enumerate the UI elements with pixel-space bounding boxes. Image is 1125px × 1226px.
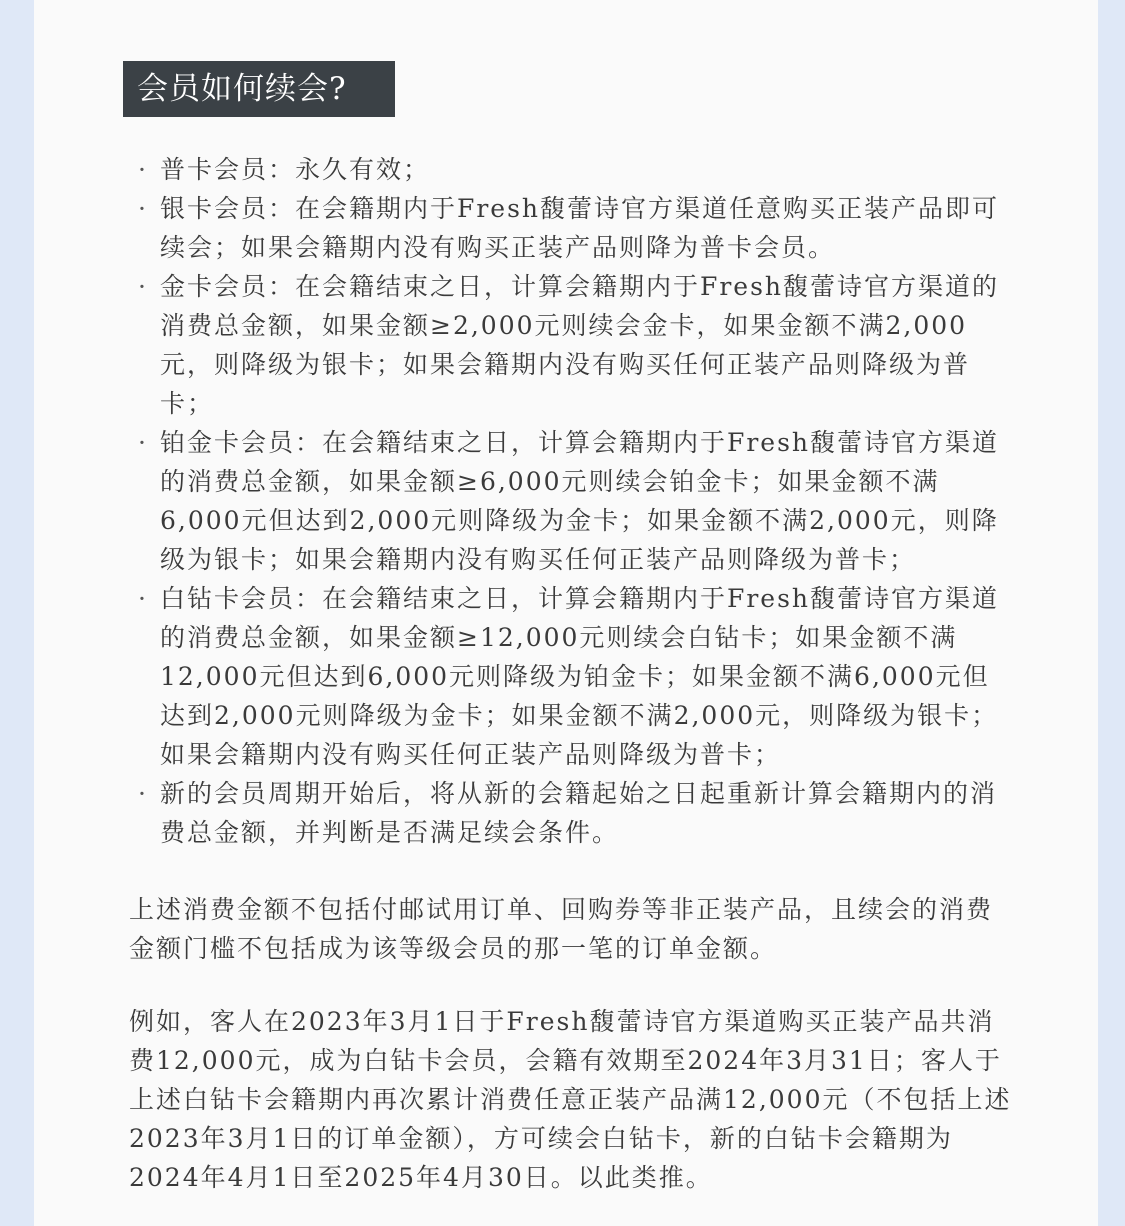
- rule-silver-card: [134, 189, 1014, 267]
- rule-platinum-card: [134, 423, 1014, 579]
- bullet-icon: ·: [138, 779, 148, 808]
- bullet-icon: ·: [138, 272, 148, 301]
- bullet-icon: ·: [138, 428, 148, 457]
- example-paragraph: 例如，客人在2023年3月1日于Fresh馥蕾诗官方渠道购买正装产品共消费12,000元，成为白钻卡会员，会籍有效期至2024年3月31日；客人于上述白钻卡会籍期内再次累计消费任意正装产品满12,000元（不包括上述2023年3月1日的订单金额），方可续会白钻卡，新的白钻卡会籍期为2024年4月1日至2025年4月30日。以此类推。: [129, 1007, 1012, 1192]
- rule-text: 普卡会员：永久有效；: [160, 155, 431, 184]
- exclusion-note: 上述消费金额不包括付邮试用订单、回购券等非正装产品，且续会的消费金额门槛不包括成为该等级会员的那一笔的订单金额。: [129, 895, 994, 963]
- section-title: 会员如何续会?: [123, 61, 395, 117]
- rule-text: 新的会员周期开始后，将从新的会籍起始之日起重新计算会籍期内的消费总金额，并判断是否满足续会条件。: [160, 779, 998, 847]
- rule-text: 银卡会员：在会籍期内于Fresh馥蕾诗官方渠道任意购买正装产品即可续会；如果会籍期内没有购买正装产品则降为普卡会员。: [160, 194, 1000, 262]
- rule-new-cycle: [134, 774, 1014, 852]
- bullet-icon: ·: [138, 155, 148, 184]
- bullet-icon: ·: [138, 584, 148, 613]
- rule-text: 铂金卡会员：在会籍结束之日，计算会籍期内于Fresh馥蕾诗官方渠道的消费总金额，如果金额≥6,000元则续会铂金卡；如果金额不满6,000元但达到2,000元则降级为金卡；如果金额不满2,000元，则降级为银卡；如果会籍期内没有购买任何正装产品则降级为普卡；: [160, 428, 1000, 574]
- content-page: [34, 0, 1098, 1226]
- renewal-rules-list: [134, 150, 1014, 852]
- rule-text: 白钻卡会员：在会籍结束之日，计算会籍期内于Fresh馥蕾诗官方渠道的消费总金额，如果金额≥12,000元则续会白钻卡；如果金额不满12,000元但达到6,000元则降级为铂金卡；如果金额不满6,000元但达到2,000元则降级为金卡；如果金额不满2,000元，则降级为银卡；如果会籍期内没有购买任何正装产品则降级为普卡；: [160, 584, 1000, 769]
- rule-text: 金卡会员：在会籍结束之日，计算会籍期内于Fresh馥蕾诗官方渠道的消费总金额，如果金额≥2,000元则续会金卡，如果金额不满2,000元，则降级为银卡；如果会籍期内没有购买任何正装产品则降级为普卡；: [160, 272, 1000, 418]
- rule-gold-card: [134, 267, 1014, 423]
- rule-regular-card: [134, 150, 1014, 189]
- bullet-icon: ·: [138, 194, 148, 223]
- rule-white-diamond-card: [134, 579, 1014, 774]
